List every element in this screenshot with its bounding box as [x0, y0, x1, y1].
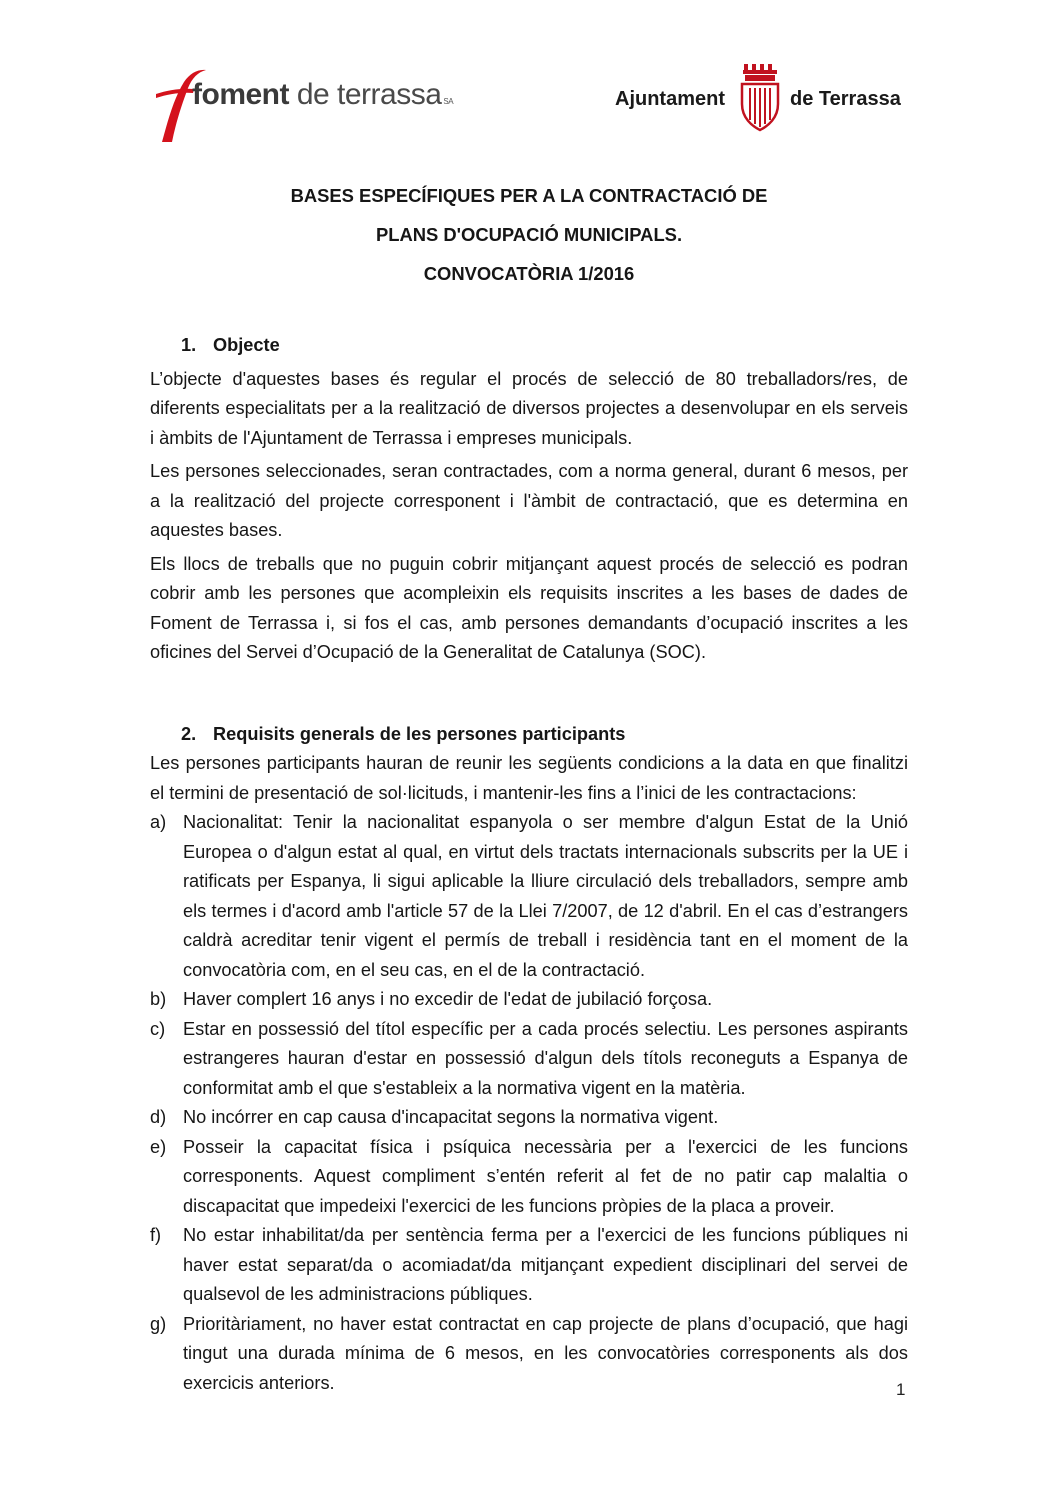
list-item [150, 1133, 908, 1222]
list-item-text: No estar inhabilitat/da per sentència ferma per a l'exercici de les funcions públiques ni haver estat separat/da o acomiadat/da mitjançant expedient disciplinari del servei de qualsevol de les administracions públiques. [183, 1225, 908, 1304]
section-1-paragraph-1: L’objecte d'aquestes bases és regular el procés de selecció de 80 treballadors/res, de diferents especialitats per a la realització de diversos projectes a desenvolupar en els serveis i àmbits de l'Ajuntament de Terrassa i empreses municipals. [150, 368, 908, 448]
list-item-marker: c) [150, 1018, 166, 1039]
section-2-number: 2. [181, 723, 197, 744]
requirements-list [150, 808, 908, 1398]
page-number: 1 [896, 1380, 906, 1399]
list-item-text: Estar en possessió del títol específic per a cada procés selectiu. Les persones aspirants estrangeres hauran d'estar en possessió d'algun dels títols reconeguts a Espanya de conformitat amb el que s'estableix a la normativa vigent en la matèria. [183, 1018, 908, 1098]
ajuntament-wordmark-left: Ajuntament [615, 88, 725, 110]
list-item-text: Nacionalitat: Tenir la nacionalitat espanyola o ser membre d'algun Estat de la Unió Europea o d'algun estat al qual, en virtut dels tractats internacionals subscrits per la UE i ratificats per Espanya, li sigui aplicable la lliure circulació dels treballadors, sempre amb els termes i d'acord amb l'article 57 de la Llei 7/2007, de 12 d'abril. En el cas d’estrangers caldrà acreditar tenir vigent el permís de treball i residència tant en el moment de la convocatòria com, en el seu cas, en el de la contractació. [183, 812, 908, 980]
foment-wordmark-bold: foment [192, 78, 289, 111]
terrassa-coat-of-arms-icon [738, 62, 782, 132]
foment-de-terrassa-logo [148, 64, 454, 144]
list-item-text: No incórrer en cap causa d'incapacitat segons la normativa vigent. [183, 1107, 719, 1127]
page-header [0, 0, 1058, 150]
list-item-text: Posseir la capacitat física i psíquica necessària per a l'exercici de les funcions corresponents. Aquest compliment s’entén referit al fet de no patir cap malaltia o discapacitat que impedeixi l'exercici de les funcions pròpies de la placa a proveir. [183, 1136, 908, 1216]
list-item [150, 985, 908, 1015]
foment-wordmark [192, 80, 453, 110]
section-1-title: Objecte [213, 335, 280, 355]
list-item-text: Haver complert 16 anys i no excedir de l'edat de jubilació forçosa. [183, 989, 713, 1009]
section-2-title: Requisits generals de les persones participants [213, 723, 626, 744]
list-item [150, 1015, 908, 1104]
section-1-paragraph-3: Els llocs de treballs que no puguin cobrir mitjançant aquest procés de selecció es podran cobrir amb les persones que acompleixin els requisits inscrites a les bases de dades de Foment de Terrassa i, si fos el cas, amb persones demandants d’ocupació inscrites a les oficines del Servei d’Ocupació de la Generalitat de Catalunya (SOC). [150, 553, 908, 662]
title-line-2: PLANS D'OCUPACIÓ MUNICIPALS. [375, 224, 683, 245]
section-1-paragraph-2: Les persones seleccionades, seran contractades, com a norma general, durant 6 mesos, per a la realització del projecte corresponent i l'àmbit de contractació, que es determina en aquestes bases. [150, 461, 908, 540]
list-item-marker: g) [150, 1313, 167, 1334]
section-1-heading [150, 331, 908, 361]
section-2-intro: Les persones participants hauran de reunir les següents condicions a la data en que finalitzi el termini de presentació de sol·licituds, i mantenir-les fins a l’inici de les contractacions: [150, 753, 908, 803]
document-body [150, 176, 908, 1398]
list-item-marker: d) [150, 1107, 167, 1127]
title-line-3: CONVOCATÒRIA 1/2016 [423, 263, 635, 284]
section-2-heading [150, 720, 908, 750]
foment-wordmark-suffix: SA [443, 97, 454, 106]
ajuntament-de-terrassa-logo [610, 62, 910, 132]
list-item [150, 1221, 908, 1310]
list-item [150, 1103, 908, 1133]
list-item-marker: e) [150, 1136, 167, 1157]
list-item-text: Prioritàriament, no haver estat contractat en cap projecte de plans d’ocupació, que hagi tingut una durada mínima de 6 mesos, en les convocatòries corresponents als dos exercicis anteriors. [183, 1313, 908, 1393]
list-item [150, 808, 908, 985]
foment-wordmark-regular: de terrassa [289, 78, 442, 111]
list-item [150, 1310, 908, 1399]
list-item-marker: f) [150, 1225, 162, 1245]
list-item-marker: a) [150, 812, 167, 832]
ajuntament-wordmark-right: de Terrassa [790, 88, 901, 110]
document-title [150, 176, 908, 293]
section-1-number: 1. [181, 335, 197, 355]
list-item-marker: b) [150, 989, 167, 1009]
title-line-1: BASES ESPECÍFIQUES PER A LA CONTRACTACIÓ DE [290, 185, 768, 206]
